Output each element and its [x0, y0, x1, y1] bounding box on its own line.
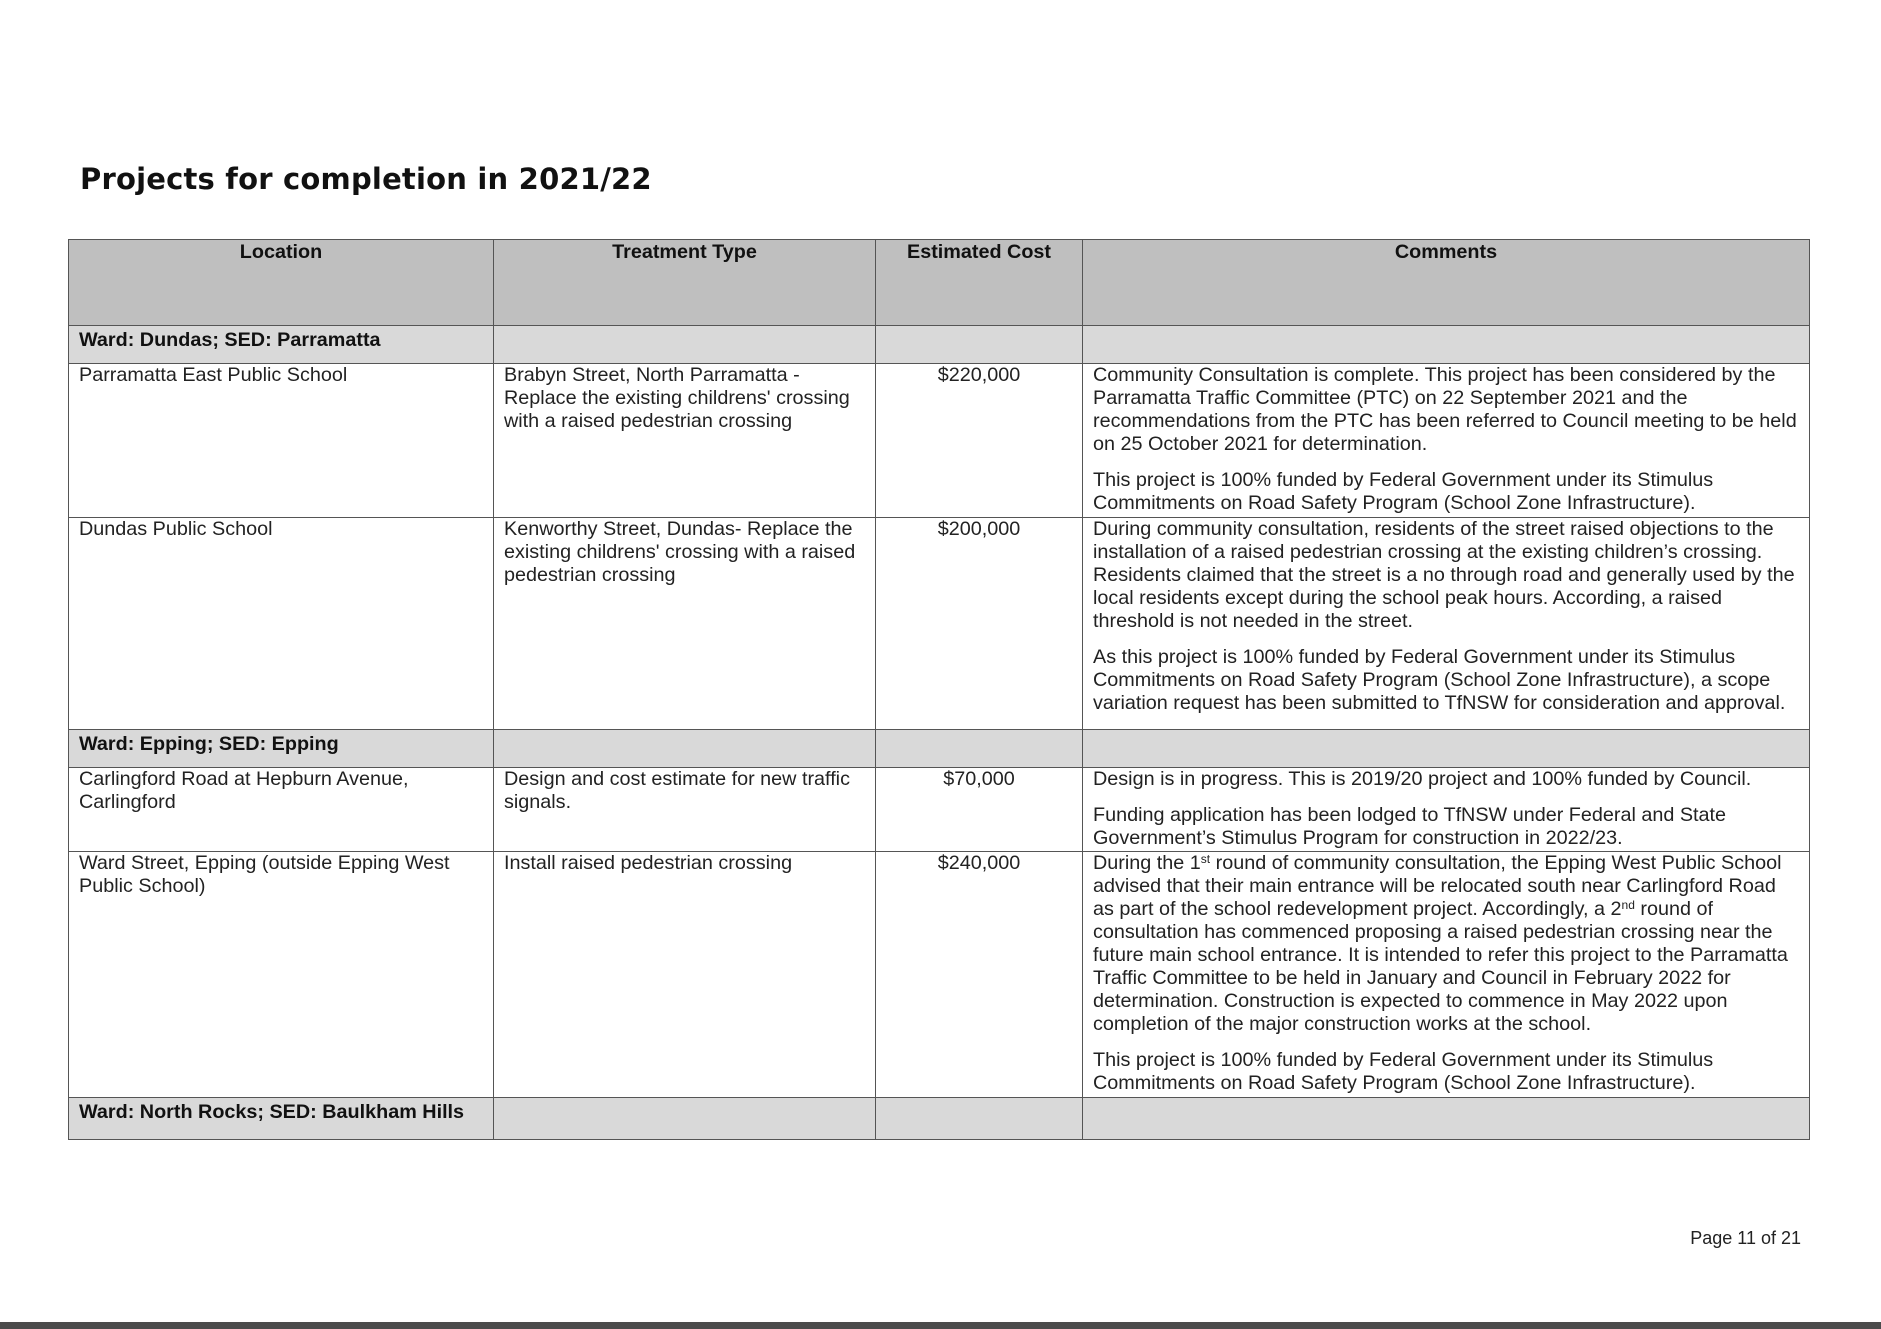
comment-paragraph: Design is in progress. This is 2019/20 project and 100% funded by Council.: [1093, 768, 1752, 790]
treatment-cell: Kenworthy Street, Dundas- Replace the existing childrens' crossing with a raised pedestrian crossing: [494, 518, 876, 730]
comments-cell: [1083, 518, 1810, 730]
location-cell: Carlingford Road at Hepburn Avenue, Carlingford: [69, 768, 494, 852]
treatment-cell: Design and cost estimate for new traffic signals.: [494, 768, 876, 852]
comments-cell: [1083, 768, 1810, 852]
table-row: [69, 768, 1810, 852]
comment-paragraph: During community consultation, residents of the street raised objections to the installation of a raised pedestrian crossing at the existing children’s crossing. Residents claimed that the street is a no through road and generally used by the local residents except during the school peak hours. According, a raised threshold is not needed in the street.: [1093, 518, 1795, 632]
location-cell: Parramatta East Public School: [69, 364, 494, 518]
column-header-cost: Estimated Cost: [876, 240, 1083, 326]
comment-paragraph: As this project is 100% funded by Federal Government under its Stimulus Commitments on Road Safety Program (School Zone Infrastructure), a scope variation request has been submitted to TfNSW for consideration and approval.: [1093, 646, 1786, 714]
location-cell: Ward Street, Epping (outside Epping West Public School): [69, 852, 494, 1098]
comments-cell: [1083, 852, 1810, 1098]
page-title: Projects for completion in 2021/22: [80, 162, 652, 196]
ward-row: [69, 1098, 1810, 1140]
comment-paragraph: Funding application has been lodged to TfNSW under Federal and State Government’s Stimulus Program for construction in 2022/23.: [1093, 804, 1727, 849]
cost-cell: $240,000: [876, 852, 1083, 1098]
ward-label: Ward: Epping; SED: Epping: [69, 730, 494, 768]
page-bottom-border: [0, 1322, 1881, 1329]
ward-label: Ward: North Rocks; SED: Baulkham Hills: [69, 1098, 494, 1140]
ward-row: [69, 326, 1810, 364]
cost-cell: $200,000: [876, 518, 1083, 730]
cost-cell: $220,000: [876, 364, 1083, 518]
comment-paragraph: During the 1st round of community consultation, the Epping West Public School advised that their main entrance will be relocated south near Carlingford Road as part of the school redevelopment project. Accordingly, a 2nd round of consultation has commenced proposing a raised pedestrian crossing near the future main school entrance. It is intended to refer this project to the Parramatta Traffic Committee to be held in January and Council in February 2022 for determination. Construction is expected to commence in May 2022 upon completion of the major construction works at the school.: [1093, 852, 1788, 1035]
treatment-cell: Install raised pedestrian crossing: [494, 852, 876, 1098]
location-cell: Dundas Public School: [69, 518, 494, 730]
table-row: [69, 852, 1810, 1098]
ward-row: [69, 730, 1810, 768]
projects-table: [68, 239, 1810, 1140]
treatment-cell: Brabyn Street, North Parramatta - Replace the existing childrens' crossing with a raised pedestrian crossing: [494, 364, 876, 518]
table-header-row: [69, 240, 1810, 326]
page-number: Page 11 of 21: [1690, 1228, 1801, 1248]
cost-cell: $70,000: [876, 768, 1083, 852]
ward-label: Ward: Dundas; SED: Parramatta: [69, 326, 494, 364]
comment-paragraph: This project is 100% funded by Federal Government under its Stimulus Commitments on Road Safety Program (School Zone Infrastructure).: [1093, 1049, 1714, 1094]
column-header-location: Location: [69, 240, 494, 326]
comments-cell: [1083, 364, 1810, 518]
comment-paragraph: This project is 100% funded by Federal Government under its Stimulus Commitments on Road Safety Program (School Zone Infrastructure).: [1093, 469, 1714, 514]
table-row: [69, 518, 1810, 730]
column-header-comments: Comments: [1083, 240, 1810, 326]
comment-paragraph: Community Consultation is complete. This project has been considered by the Parramatta Traffic Committee (PTC) on 22 September 2021 and the recommendations from the PTC has been referred to Council meeting to be held on 25 October 2021 for determination.: [1093, 364, 1797, 455]
column-header-treatment: Treatment Type: [494, 240, 876, 326]
table-row: [69, 364, 1810, 518]
